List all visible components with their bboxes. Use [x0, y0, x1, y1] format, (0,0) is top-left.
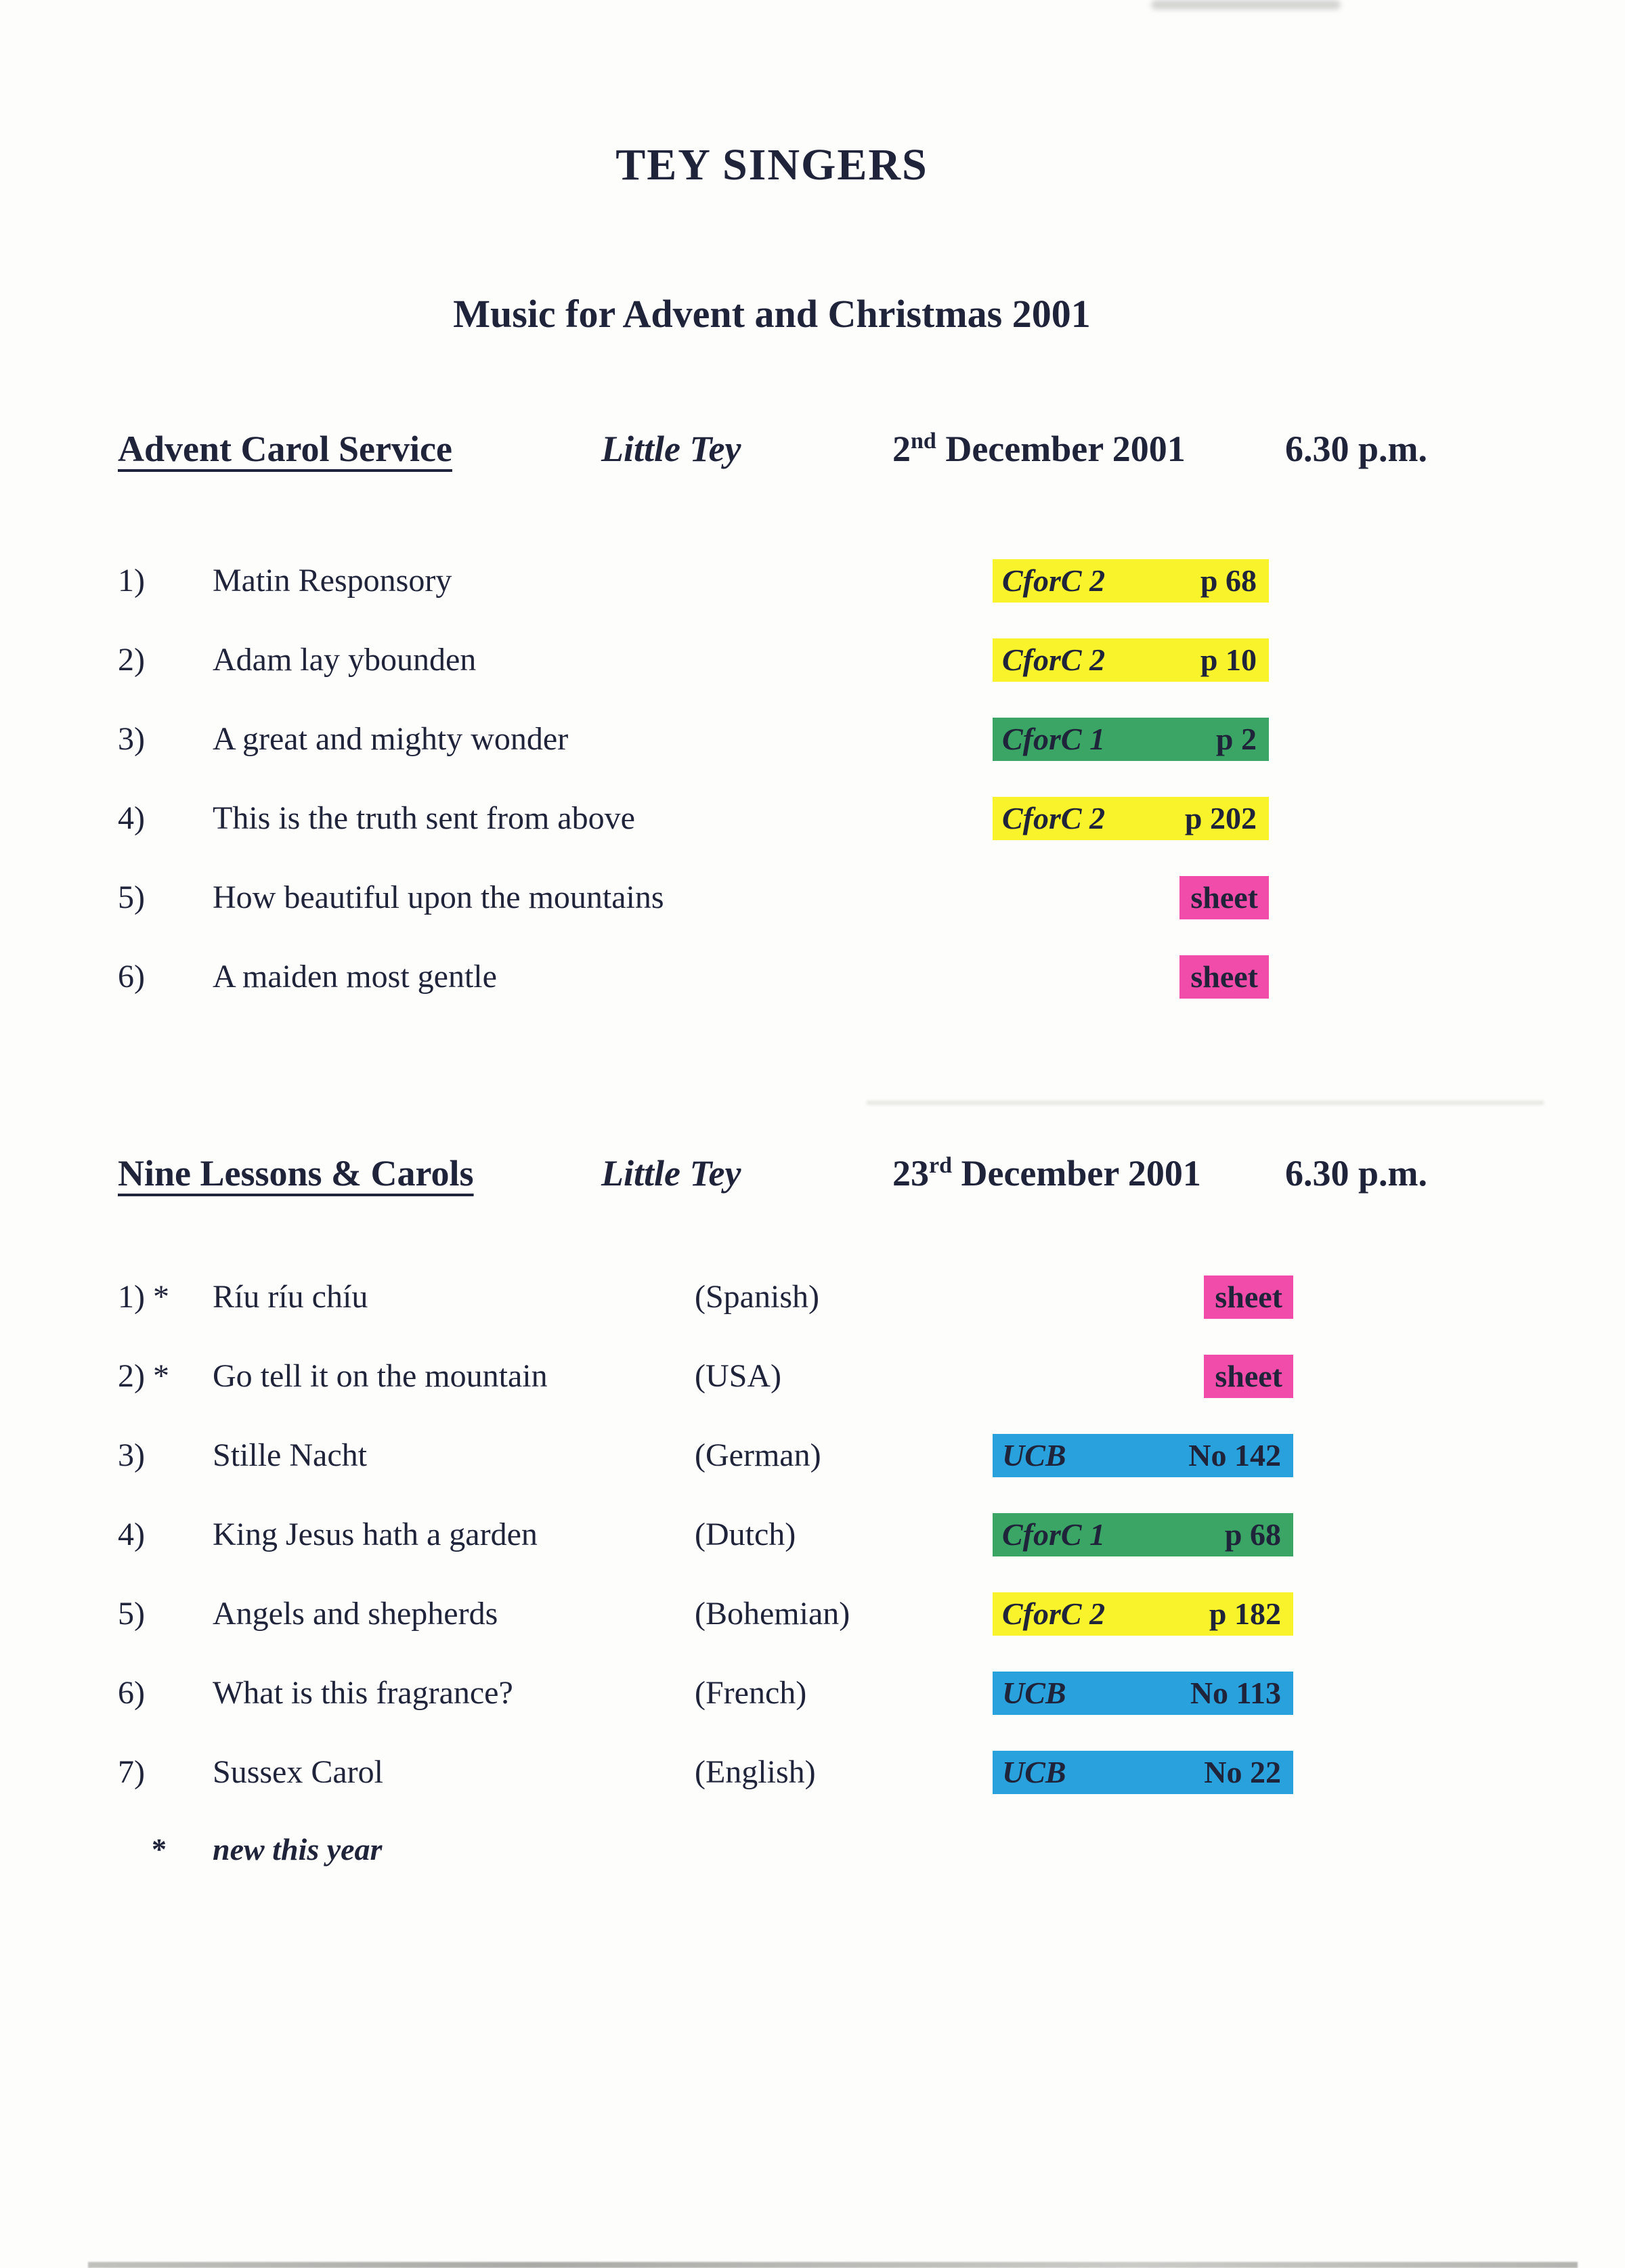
- item-title: A great and mighty wonder: [213, 721, 569, 757]
- page-label: p 10: [1200, 642, 1257, 677]
- item-number: 2) *: [118, 1358, 169, 1394]
- item-number: 6): [118, 959, 145, 995]
- book-label: CforC 1: [1002, 1517, 1106, 1552]
- item-title: Angels and shepherds: [213, 1596, 498, 1632]
- document-subtitle: Music for Advent and Christmas 2001: [453, 292, 1091, 336]
- date-ordinal: rd: [929, 1153, 952, 1178]
- item-number: 3): [118, 721, 145, 757]
- item-number: 5): [118, 879, 145, 915]
- item-title: A maiden most gentle: [213, 959, 497, 995]
- section-heading: Nine Lessons & Carols: [118, 1153, 474, 1194]
- list-item: [0, 1416, 1625, 1496]
- item-language: (Dutch): [695, 1517, 796, 1552]
- item-number: 7): [118, 1754, 145, 1790]
- item-language: (French): [695, 1675, 807, 1711]
- item-language: (Bohemian): [695, 1596, 850, 1632]
- list-item: [0, 621, 1625, 700]
- item-title: Adam lay ybounden: [213, 642, 477, 678]
- item-number: 6): [118, 1675, 145, 1711]
- page-label: p 182: [1209, 1596, 1281, 1631]
- section-header-advent: [0, 425, 1625, 473]
- page-label: No 142: [1188, 1438, 1281, 1473]
- page-label: No 113: [1190, 1676, 1281, 1710]
- nine-lessons-item-list: [0, 1258, 1625, 1812]
- book-label: CforC 2: [1002, 563, 1106, 598]
- item-title: Sussex Carol: [213, 1754, 383, 1790]
- sheet-highlight: sheet: [1179, 876, 1269, 919]
- item-number: 1): [118, 563, 145, 598]
- item-number: 5): [118, 1596, 145, 1632]
- item-language: (USA): [695, 1358, 781, 1394]
- item-title: Ríu ríu chíu: [213, 1279, 368, 1315]
- footnote: [0, 1828, 1625, 1871]
- list-item: [0, 1654, 1625, 1733]
- item-title: Stille Nacht: [213, 1437, 367, 1473]
- book-label: CforC 1: [1002, 722, 1106, 756]
- list-item: [0, 779, 1625, 858]
- item-title: Go tell it on the mountain: [213, 1358, 548, 1394]
- item-number: 4): [118, 800, 145, 836]
- sheet-highlight: sheet: [1204, 1275, 1293, 1319]
- source-highlight: [993, 559, 1269, 603]
- item-title: What is this fragrance?: [213, 1675, 513, 1711]
- item-number: 3): [118, 1437, 145, 1473]
- section-time: 6.30 p.m.: [1285, 429, 1428, 469]
- list-item: [0, 1733, 1625, 1812]
- section-header-nine-lessons: [0, 1150, 1625, 1197]
- item-number: 1) *: [118, 1279, 169, 1315]
- book-label: CforC 2: [1002, 1596, 1106, 1631]
- book-label: UCB: [1002, 1755, 1066, 1789]
- item-language: (German): [695, 1437, 821, 1473]
- source-highlight: [993, 1672, 1293, 1715]
- book-label: CforC 2: [1002, 801, 1106, 835]
- list-item: [0, 542, 1625, 621]
- footnote-marker: *: [152, 1833, 167, 1866]
- section-date: 23rd December 2001: [892, 1153, 1201, 1194]
- source-highlight: [993, 1434, 1293, 1477]
- source-highlight: [993, 1751, 1293, 1794]
- list-item: [0, 858, 1625, 938]
- page-label: No 22: [1204, 1755, 1281, 1789]
- document-title: TEY SINGERS: [615, 140, 928, 190]
- item-number: 4): [118, 1517, 145, 1552]
- list-item: [0, 1575, 1625, 1654]
- item-title: King Jesus hath a garden: [213, 1517, 538, 1552]
- item-language: (Spanish): [695, 1279, 819, 1315]
- scan-artifact-divider: [867, 1101, 1544, 1105]
- page-label: p 202: [1184, 801, 1257, 835]
- item-language: (English): [695, 1754, 816, 1790]
- source-highlight: [993, 1513, 1293, 1556]
- source-highlight: [993, 638, 1269, 682]
- item-title: This is the truth sent from above: [213, 800, 635, 836]
- date-ordinal: nd: [911, 429, 936, 454]
- list-item: [0, 938, 1625, 1017]
- book-label: UCB: [1002, 1438, 1066, 1473]
- source-highlight: [993, 718, 1269, 761]
- scan-artifact-bottom: [88, 2262, 1578, 2268]
- page-label: p 2: [1215, 722, 1257, 756]
- sheet-highlight: sheet: [1179, 955, 1269, 999]
- section-heading: Advent Carol Service: [118, 429, 452, 469]
- item-title: How beautiful upon the mountains: [213, 879, 664, 915]
- scan-artifact-top: [1151, 0, 1341, 9]
- page-label: p 68: [1224, 1517, 1281, 1552]
- item-number: 2): [118, 642, 145, 678]
- list-item: [0, 1496, 1625, 1575]
- list-item: [0, 1258, 1625, 1337]
- item-title: Matin Responsory: [213, 563, 452, 598]
- source-highlight: [993, 797, 1269, 840]
- book-label: UCB: [1002, 1676, 1066, 1710]
- advent-item-list: [0, 542, 1625, 1017]
- section-venue: Little Tey: [601, 1153, 741, 1194]
- section-date: 2nd December 2001: [892, 429, 1186, 469]
- list-item: [0, 1337, 1625, 1416]
- section-time: 6.30 p.m.: [1285, 1153, 1428, 1194]
- list-item: [0, 700, 1625, 779]
- section-venue: Little Tey: [601, 429, 741, 469]
- book-label: CforC 2: [1002, 642, 1106, 677]
- source-highlight: [993, 1592, 1293, 1636]
- sheet-highlight: sheet: [1204, 1355, 1293, 1398]
- page-label: p 68: [1200, 563, 1257, 598]
- footnote-text: new this year: [213, 1832, 383, 1867]
